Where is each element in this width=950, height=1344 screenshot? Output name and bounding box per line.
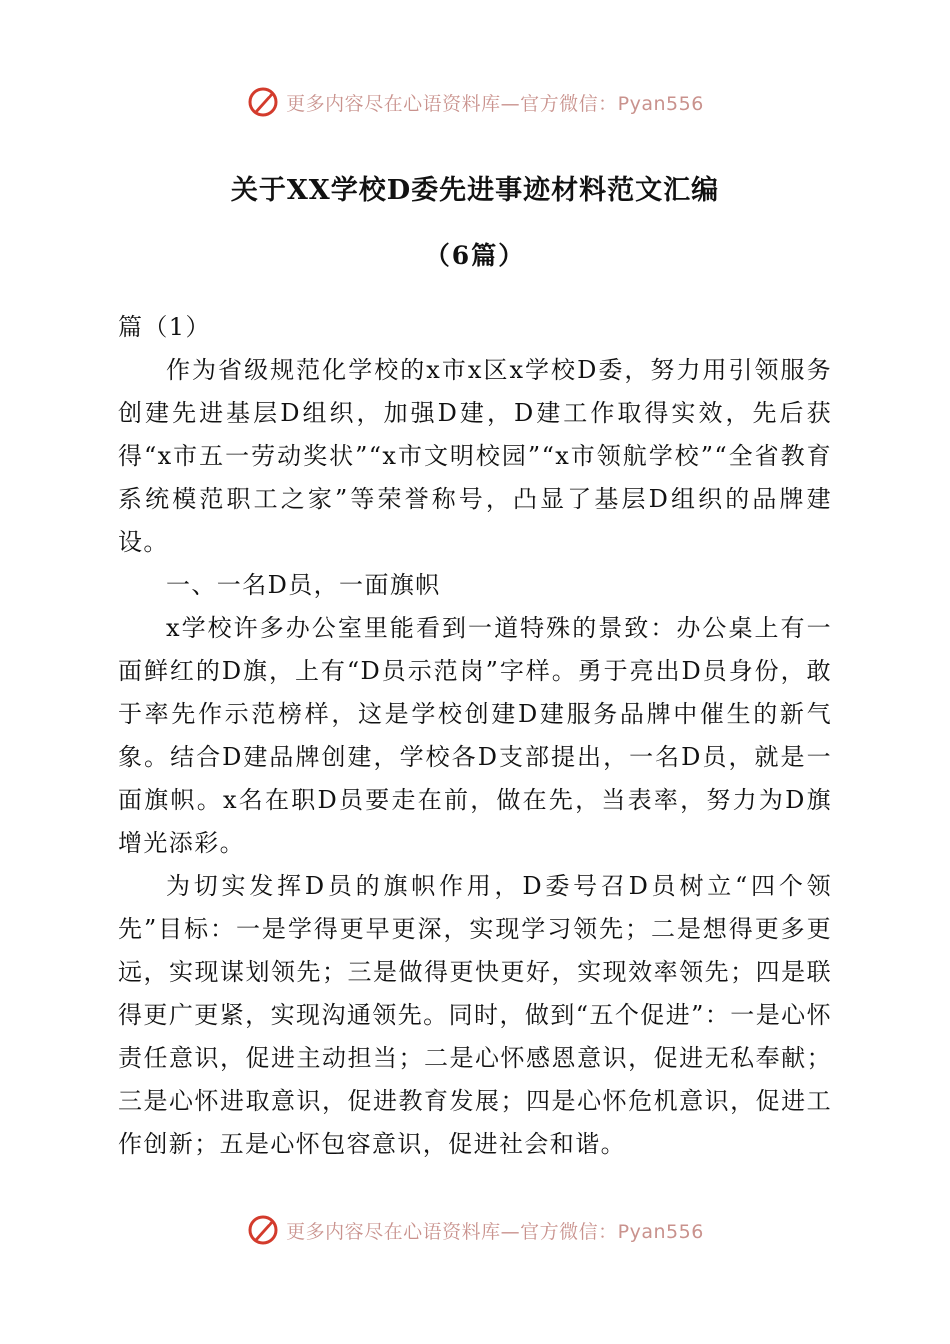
watermark-text: 更多内容尽在心语资料库—官方微信：Pyan556 xyxy=(286,92,704,115)
quill-pen-logo-icon xyxy=(246,85,280,119)
section-label: 篇（1） xyxy=(118,313,211,341)
header-watermark-banner xyxy=(0,82,950,122)
document-subtitle: （6篇） xyxy=(424,241,526,270)
paragraph: 为切实发挥D员的旗帜作用，D委号召D员树立“四个领先”目标：一是学得更早更深，实现学习领先；二是想得更多更远，实现谋划领先；三是做得更快更好，实现效率领先；四是联得更广更紧，实现沟通领先。同时，做到“五个促进”：一是心怀责任意识，促进主动担当；二是心怀感恩意识，促进无私奉献；三是心怀进取意识，促进教育发展；四是心怀危机意识，促进工作创新；五是心怀包容意识，促进社会和谐。 xyxy=(118,872,832,1158)
watermark-text: 更多内容尽在心语资料库—官方微信：Pyan556 xyxy=(286,1220,704,1243)
paragraph: 作为省级规范化学校的x市x区x学校D委，努力用引领服务创建先进基层D组织，加强D建，D建工作取得实效，先后获得“x市五一劳动奖状”“x市文明校园”“x市领航学校”“全省教育系统模范职工之家”等荣誉称号，凸显了基层D组织的品牌建设。 xyxy=(118,356,832,556)
document-title: 关于XX学校D委先进事迹材料范文汇编 xyxy=(230,175,720,206)
section-heading: 一、一名D员，一面旗帜 xyxy=(166,571,441,599)
quill-pen-logo-icon xyxy=(246,1213,280,1247)
document-body xyxy=(118,306,832,1166)
footer-watermark-banner xyxy=(0,1210,950,1250)
paragraph: x学校许多办公室里能看到一道特殊的景致：办公桌上有一面鲜红的D旗，上有“D员示范岗”字样。勇于亮出D员身份，敢于率先作示范榜样，这是学校创建D建服务品牌中催生的新气象。结合D建品牌创建，学校各D支部提出，一名D员，就是一面旗帜。x名在职D员要走在前，做在先，当表率，努力为D旗增光添彩。 xyxy=(118,614,832,857)
